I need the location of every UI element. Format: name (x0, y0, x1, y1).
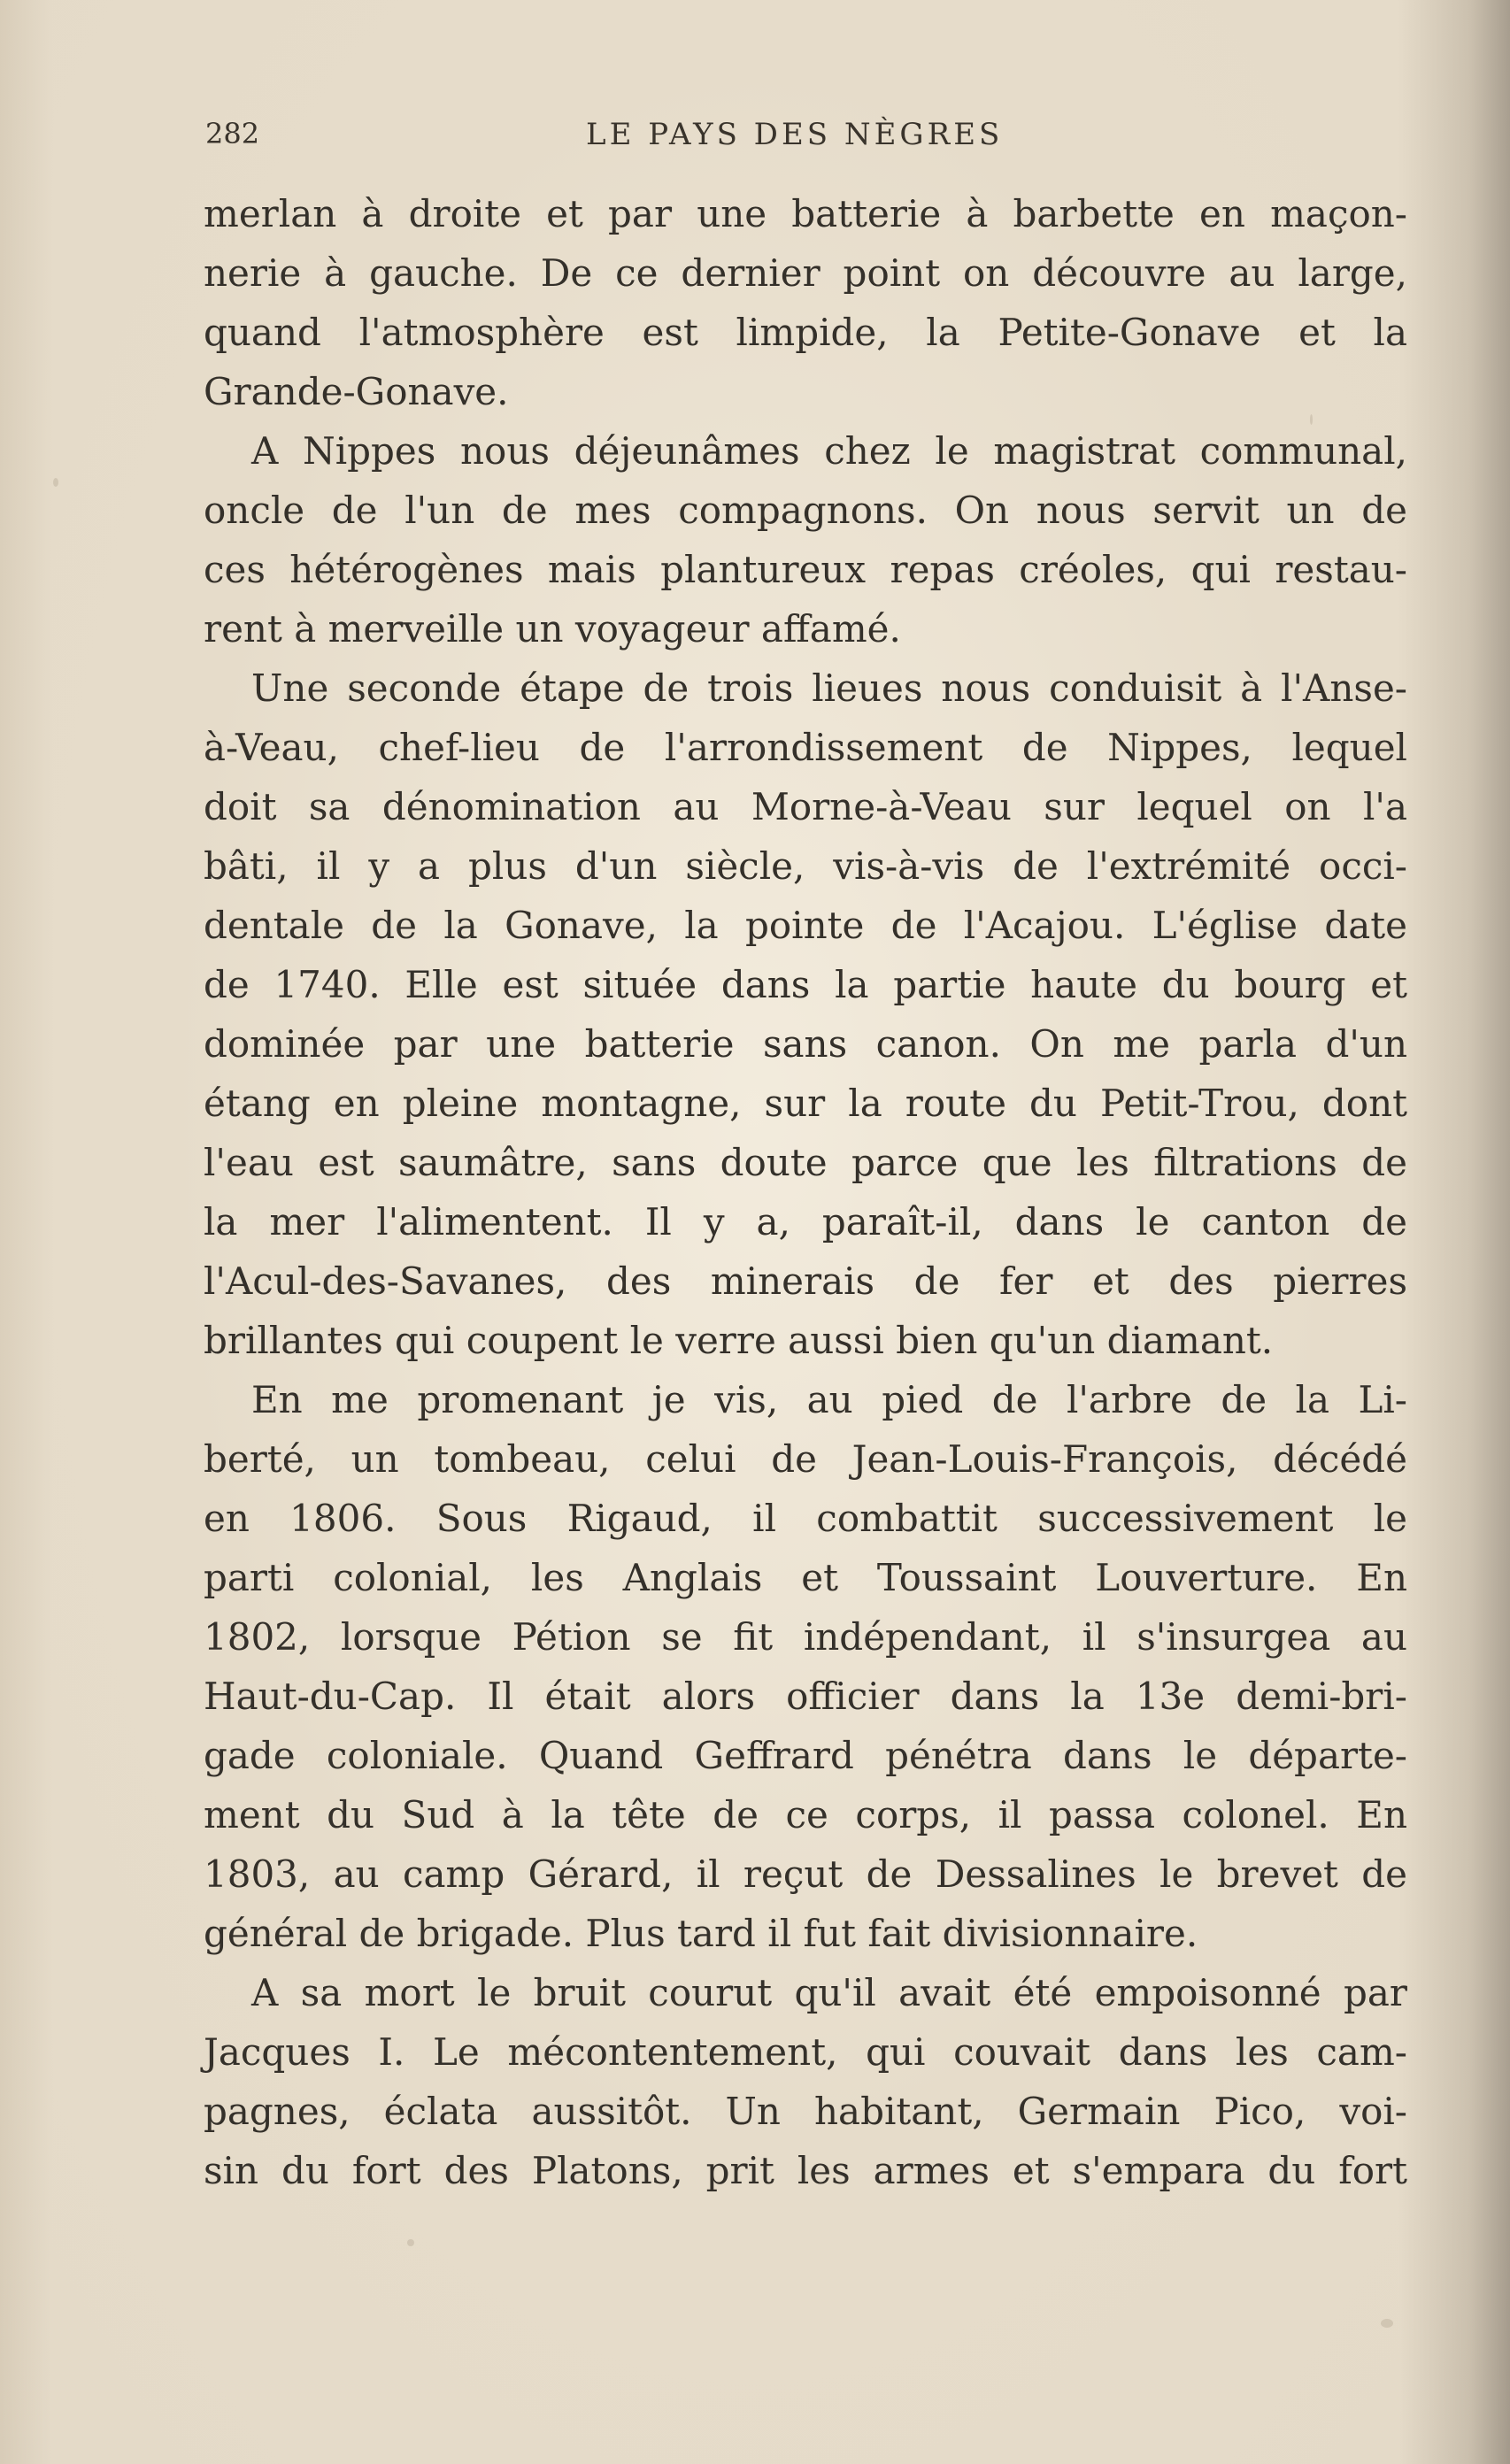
running-title: LE PAYS DES NÈGRES (586, 117, 1004, 152)
paper-stain (1310, 414, 1313, 425)
text-line: berté, un tombeau, celui de Jean-Louis-François, décédé (204, 1437, 1407, 1481)
text-line: gade coloniale. Quand Geffrard pénétra dans le départe- (204, 1734, 1407, 1777)
text-line: l'eau est saumâtre, sans doute parce que les filtrations de (204, 1141, 1407, 1184)
paper-stain (407, 2239, 414, 2246)
text-line: A Nippes nous déjeunâmes chez le magistrat communal, (251, 429, 1407, 473)
text-line: dominée par une batterie sans canon. On me parla d'un (204, 1022, 1407, 1066)
text-line: général de brigade. Plus tard il fut fait divisionnaire. (204, 1912, 1198, 1955)
body-text (204, 184, 1407, 2200)
text-line: ment du Sud à la tête de ce corps, il passa colonel. En (204, 1793, 1407, 1836)
text-line: brillantes qui coupent le verre aussi bien qu'un diamant. (204, 1319, 1274, 1362)
text-line: oncle de l'un de mes compagnons. On nous servit un de (204, 489, 1407, 532)
page-header (205, 117, 1409, 156)
text-line: ces hétérogènes mais plantureux repas créoles, qui restau- (204, 548, 1407, 591)
text-line: bâti, il y a plus d'un siècle, vis-à-vis de l'extrémité occi- (204, 844, 1407, 888)
text-line: rent à merveille un voyageur affamé. (204, 607, 901, 651)
text-line: en 1806. Sous Rigaud, il combattit successivement le (204, 1497, 1407, 1540)
text-line: Jacques I. Le mécontentement, qui couvait dans les cam- (204, 2030, 1407, 2074)
paper-stain (1381, 2319, 1393, 2328)
text-line: Une seconde étape de trois lieues nous conduisit à l'Anse- (251, 666, 1407, 710)
text-line: En me promenant je vis, au pied de l'arbre de la Li- (251, 1378, 1407, 1421)
text-line: A sa mort le bruit courut qu'il avait été empoisonné par (251, 1971, 1407, 2014)
text-line: merlan à droite et par une batterie à barbette en maçon- (204, 192, 1407, 235)
text-line: doit sa dénomination au Morne-à-Veau sur lequel on l'a (204, 785, 1407, 828)
text-line: dentale de la Gonave, la pointe de l'Acajou. L'église date (204, 904, 1407, 947)
text-line: Grande-Gonave. (204, 370, 509, 413)
text-line: 1802, lorsque Pétion se fit indépendant, il s'insurgea au (204, 1615, 1407, 1659)
text-line: quand l'atmosphère est limpide, la Petite-Gonave et la (204, 311, 1407, 354)
text-line: sin du fort des Platons, prit les armes et s'empara du fort (204, 2149, 1407, 2192)
text-line: étang en pleine montagne, sur la route du Petit-Trou, dont (204, 1082, 1407, 1125)
text-line: à-Veau, chef-lieu de l'arrondissement de Nippes, lequel (204, 726, 1407, 769)
text-line: nerie à gauche. De ce dernier point on découvre au large, (204, 251, 1407, 295)
paper-stain (53, 478, 58, 487)
text-line: la mer l'alimentent. Il y a, paraît-il, dans le canton de (204, 1200, 1407, 1244)
page-number: 282 (205, 117, 260, 150)
text-line: Haut-du-Cap. Il était alors officier dans la 13e demi-bri- (204, 1675, 1407, 1718)
text-line: de 1740. Elle est située dans la partie haute du bourg et (204, 963, 1407, 1006)
text-line: l'Acul-des-Savanes, des minerais de fer et des pierres (204, 1259, 1407, 1303)
text-line: parti colonial, les Anglais et Toussaint Louverture. En (204, 1556, 1407, 1599)
text-line: 1803, au camp Gérard, il reçut de Dessalines le brevet de (204, 1852, 1407, 1896)
text-line: pagnes, éclata aussitôt. Un habitant, Germain Pico, voi- (204, 2090, 1407, 2133)
